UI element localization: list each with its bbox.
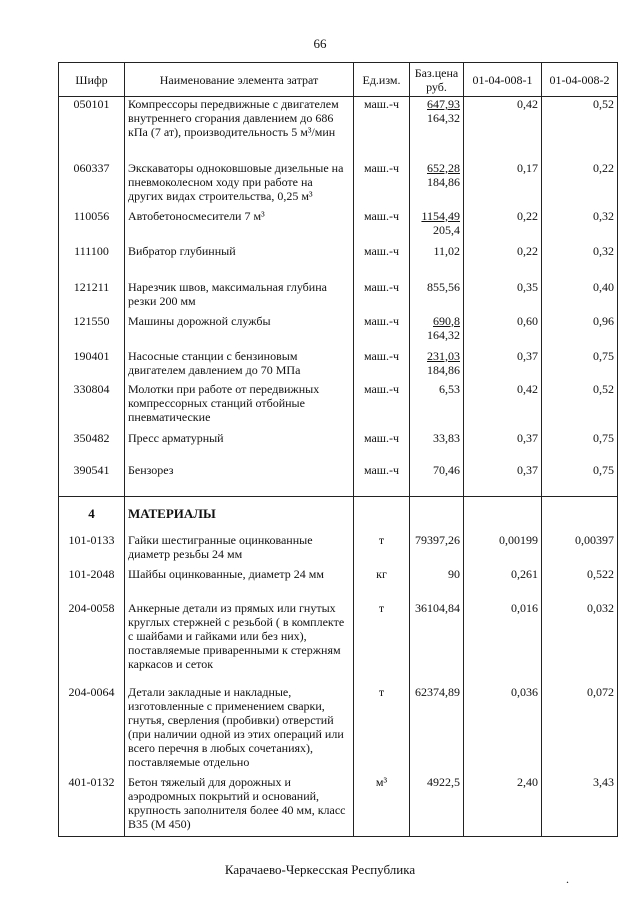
price-main: 1154,49	[421, 208, 460, 223]
row-code: 390541	[59, 463, 125, 497]
row-code: 350482	[59, 431, 125, 463]
row-name: Бензорез	[125, 463, 354, 497]
row-norm2: 0,96	[542, 314, 618, 349]
table-row	[59, 463, 618, 497]
row-price: 855,56	[410, 280, 464, 314]
row-price: 4922,5	[410, 775, 464, 837]
row-unit: маш.-ч	[354, 209, 410, 244]
row-code: 121211	[59, 280, 125, 314]
row-norm1: 0,42	[464, 97, 542, 161]
row-price	[410, 161, 464, 209]
header-unit: Ед.изм.	[354, 63, 410, 97]
table-header-row	[59, 63, 618, 97]
row-name: Компрессоры передвижные с двигателем внутреннего сгорания давлением до 686 кПа (7 ат), производительность 5 м³/мин	[125, 97, 354, 161]
price-secondary: 164,32	[427, 327, 460, 342]
row-price: 62374,89	[410, 685, 464, 775]
row-price: 90	[410, 567, 464, 601]
row-norm1: 0,60	[464, 314, 542, 349]
row-unit: маш.-ч	[354, 244, 410, 280]
header-code: Шифр	[59, 63, 125, 97]
header-norm1: 01-04-008-1	[464, 63, 542, 97]
table-row	[59, 431, 618, 463]
row-norm1: 0,261	[464, 567, 542, 601]
row-norm1: 0,37	[464, 349, 542, 382]
row-name: Экскаваторы одноковшовые дизельные на пневмоколесном ходу при работе на других видах строительства, 0,25 м³	[125, 161, 354, 209]
footer-region: Карачаево-Черкесская Республика	[224, 862, 416, 877]
table-row	[59, 567, 618, 601]
row-norm2: 0,75	[542, 463, 618, 497]
section-title: МАТЕРИАЛЫ	[125, 507, 354, 533]
row-name: Пресс арматурный	[125, 431, 354, 463]
price-main: 652,28	[427, 160, 460, 175]
row-norm1: 0,37	[464, 431, 542, 463]
header-norm2: 01-04-008-2	[542, 63, 618, 97]
row-price	[410, 209, 464, 244]
row-code: 111100	[59, 244, 125, 280]
row-unit: маш.-ч	[354, 314, 410, 349]
row-name: Детали закладные и накладные, изготовленные с применением сварки, гнутья, сверления (пробивки) отверстий (при наличии одной из этих операций или всего перечня в любых сочетаниях), поставляемые отдельно	[125, 685, 354, 775]
row-code: 121550	[59, 314, 125, 349]
row-code: 060337	[59, 161, 125, 209]
header-name: Наименование элемента затрат	[125, 63, 354, 97]
table-row	[59, 685, 618, 775]
row-name: Насосные станции с бензиновым двигателем давлением до 70 МПа	[125, 349, 354, 382]
row-unit: маш.-ч	[354, 382, 410, 431]
row-code: 330804	[59, 382, 125, 431]
row-norm2: 3,43	[542, 775, 618, 837]
row-price: 79397,26	[410, 533, 464, 567]
row-name: Молотки при работе от передвижных компрессорных станций отбойные пневматические	[125, 382, 354, 431]
row-norm1: 0,00199	[464, 533, 542, 567]
row-norm1: 0,35	[464, 280, 542, 314]
price-main: 690,8	[433, 313, 460, 328]
section-header-row	[59, 507, 618, 533]
row-price: 6,53	[410, 382, 464, 431]
row-norm1: 0,036	[464, 685, 542, 775]
row-norm1: 0,42	[464, 382, 542, 431]
price-main: 231,03	[427, 348, 460, 363]
row-name: Нарезчик швов, максимальная глубина резки 200 мм	[125, 280, 354, 314]
table-row	[59, 775, 618, 837]
table-row	[59, 382, 618, 431]
row-unit: маш.-ч	[354, 349, 410, 382]
table-row	[59, 209, 618, 244]
row-unit: маш.-ч	[354, 97, 410, 161]
header-price-line2: руб.	[426, 79, 447, 94]
row-price	[410, 97, 464, 161]
price-secondary: 164,32	[427, 111, 460, 125]
row-norm1: 0,22	[464, 244, 542, 280]
cost-table	[58, 62, 618, 837]
row-norm2: 0,40	[542, 280, 618, 314]
header-price-line1: Баз.цена	[414, 65, 459, 80]
header-price	[410, 63, 464, 97]
row-norm1: 0,17	[464, 161, 542, 209]
table-row	[59, 349, 618, 382]
row-price: 11,02	[410, 244, 464, 280]
row-unit: т	[354, 601, 410, 685]
row-unit: маш.-ч	[354, 463, 410, 497]
row-name: Машины дорожной службы	[125, 314, 354, 349]
row-norm2: 0,52	[542, 382, 618, 431]
row-name: Анкерные детали из прямых или гнутых круглых стержней с резьбой ( в комплекте с шайбами и гайками или без них), поставляемые приваренными к стержням каркасов и сеток	[125, 601, 354, 685]
section-divider	[59, 497, 618, 507]
row-unit: маш.-ч	[354, 280, 410, 314]
row-price: 33,83	[410, 431, 464, 463]
page-number: 66	[313, 36, 327, 51]
row-unit: кг	[354, 567, 410, 601]
price-main: 647,93	[427, 97, 460, 111]
row-name: Гайки шестигранные оцинкованные диаметр резьбы 24 мм	[125, 533, 354, 567]
row-code: 101-0133	[59, 533, 125, 567]
table-row	[59, 314, 618, 349]
row-code: 401-0132	[59, 775, 125, 837]
price-secondary: 184,86	[427, 174, 460, 189]
row-unit: маш.-ч	[354, 431, 410, 463]
row-unit: т	[354, 685, 410, 775]
row-norm2: 0,032	[542, 601, 618, 685]
row-code: 190401	[59, 349, 125, 382]
table-row	[59, 244, 618, 280]
section-number: 4	[59, 507, 125, 533]
row-unit: м³	[354, 775, 410, 837]
row-price	[410, 314, 464, 349]
row-code: 204-0064	[59, 685, 125, 775]
table-row	[59, 601, 618, 685]
table-row	[59, 280, 618, 314]
row-name: Шайбы оцинкованные, диаметр 24 мм	[125, 567, 354, 601]
row-name: Бетон тяжелый для дорожных и аэродромных покрытий и оснований, крупность заполнителя более 40 мм, класс В35 (М 450)	[125, 775, 354, 837]
row-code: 101-2048	[59, 567, 125, 601]
row-norm2: 0,522	[542, 567, 618, 601]
table-row	[59, 97, 618, 161]
row-price	[410, 349, 464, 382]
row-norm1: 0,22	[464, 209, 542, 244]
row-norm1: 0,016	[464, 601, 542, 685]
table-row	[59, 533, 618, 567]
row-code: 204-0058	[59, 601, 125, 685]
row-name: Вибратор глубинный	[125, 244, 354, 280]
row-norm2: 0,32	[542, 209, 618, 244]
price-secondary: 184,86	[427, 362, 460, 377]
row-norm2: 0,22	[542, 161, 618, 209]
row-price: 70,46	[410, 463, 464, 497]
row-code: 050101	[59, 97, 125, 161]
row-norm1: 2,40	[464, 775, 542, 837]
row-price: 36104,84	[410, 601, 464, 685]
row-unit: маш.-ч	[354, 161, 410, 209]
row-norm1: 0,37	[464, 463, 542, 497]
row-norm2: 0,00397	[542, 533, 618, 567]
row-norm2: 0,072	[542, 685, 618, 775]
row-name: Автобетоносмесители 7 м³	[125, 209, 354, 244]
row-unit: т	[354, 533, 410, 567]
row-code: 110056	[59, 209, 125, 244]
footer-mark: .	[566, 872, 569, 886]
row-norm2: 0,75	[542, 431, 618, 463]
price-secondary: 205,4	[433, 222, 460, 237]
row-norm2: 0,32	[542, 244, 618, 280]
row-norm2: 0,52	[542, 97, 618, 161]
row-norm2: 0,75	[542, 349, 618, 382]
table-row	[59, 161, 618, 209]
